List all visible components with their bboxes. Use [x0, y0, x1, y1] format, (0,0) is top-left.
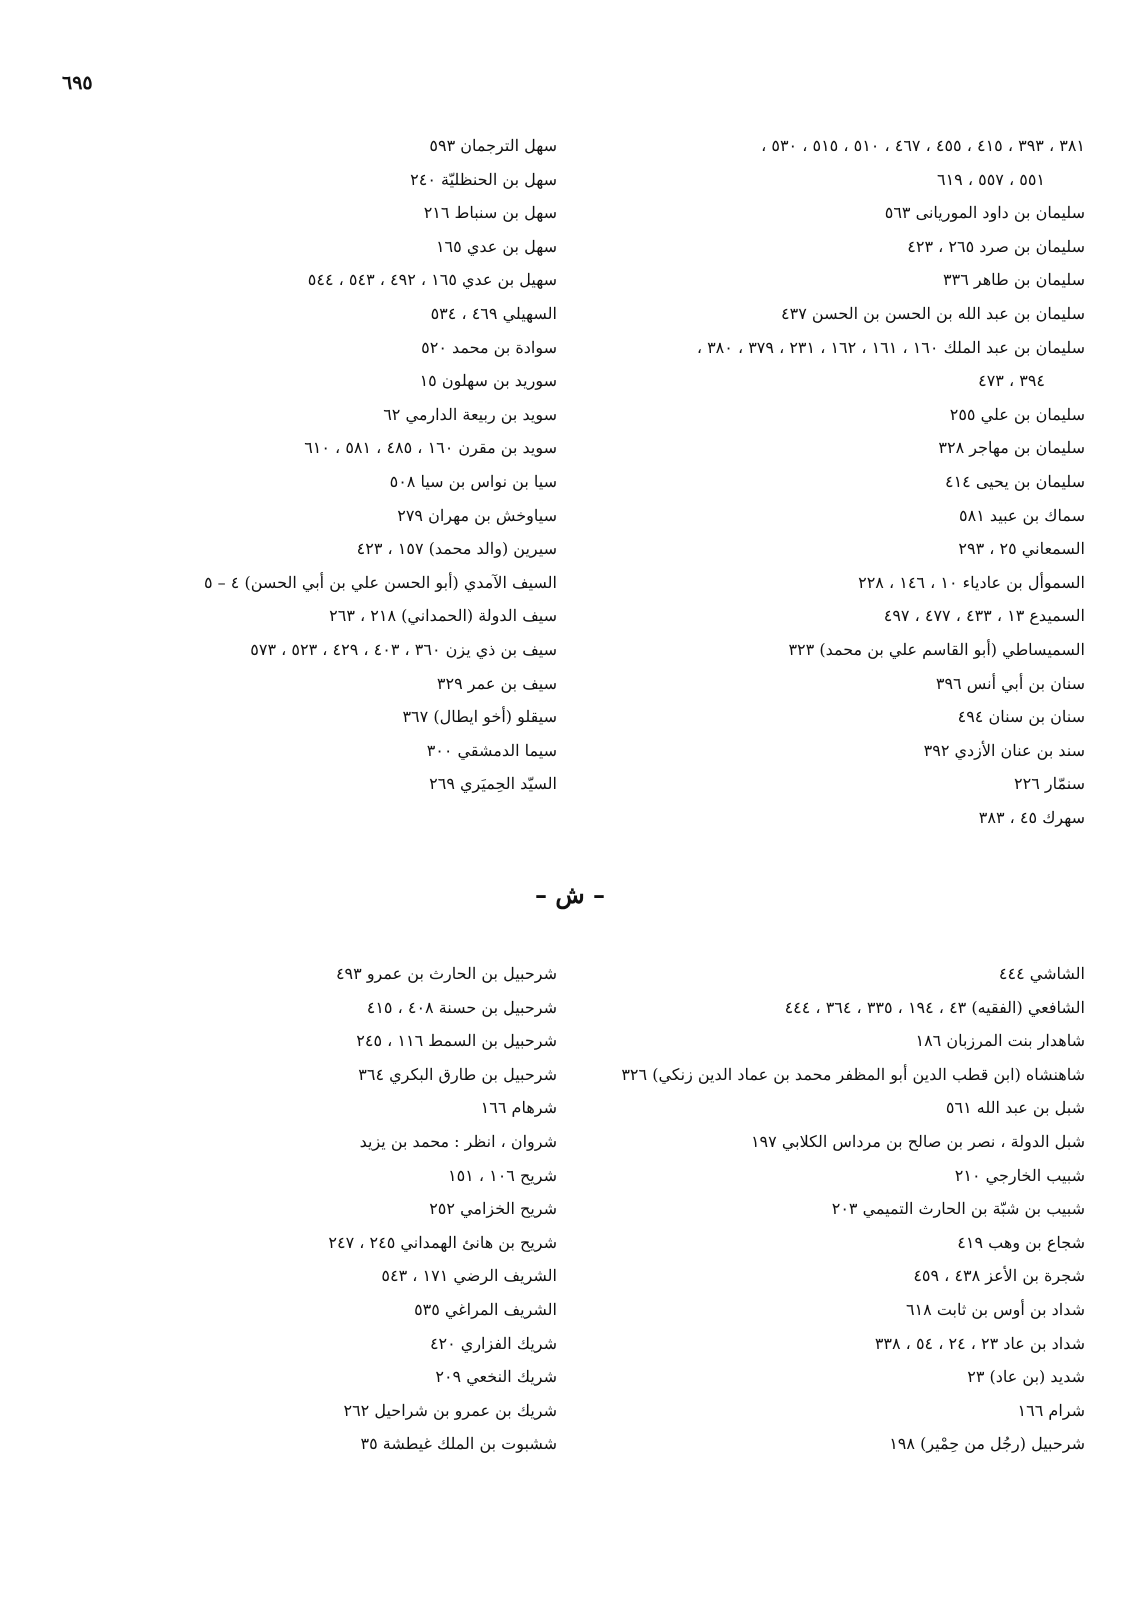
page-number: ٦٩٥ — [62, 72, 93, 94]
index-entry: ٣٨١ ، ٣٩٣ ، ٤١٥ ، ٤٥٥ ، ٤٦٧ ، ٥١٠ ، ٥١٥ ، ٥٣٠ ، — [761, 136, 1085, 155]
index-entry: سيا بن نواس بن سيا ٥٠٨ — [389, 471, 557, 491]
index-entry: الشافعي (الفقيه) ٤٣ ، ١٩٤ ، ٣٣٥ ، ٣٦٤ ، ٤٤٤ — [784, 997, 1085, 1017]
index-entry: سيف الدولة (الحمداني) ٢١٨ ، ٢٦٣ — [329, 606, 557, 626]
index-entry: سيف بن ذي يزن ٣٦٠ ، ٤٠٣ ، ٤٢٩ ، ٥٢٣ ، ٥٧٣ — [250, 639, 557, 659]
index-entry: سليمان بن علي ٢٥٥ — [949, 404, 1085, 424]
index-entry: شجرة بن الأعز ٤٣٨ ، ٤٥٩ — [913, 1266, 1085, 1286]
index-entry: شبل الدولة ، نصر بن صالح بن مرداس الكلابي ١٩٧ — [750, 1131, 1085, 1151]
index-entry: سيرين (والد محمد) ١٥٧ ، ٤٢٣ — [356, 539, 557, 559]
index-entry: شرحبيل بن الحارث بن عمرو ٤٩٣ — [335, 964, 557, 983]
index-entry: السميدع ١٣ ، ٤٣٣ ، ٤٧٧ ، ٤٩٧ — [883, 606, 1085, 626]
index-entry: سليمان بن طاهر ٣٣٦ — [943, 270, 1085, 290]
index-entry: شداد بن أوس بن ثابت ٦١٨ — [905, 1299, 1085, 1319]
index-entry: سوادة بن محمد ٥٢٠ — [421, 337, 557, 357]
index-entry: شرحبيل (رجُل من حِمْير) ١٩٨ — [889, 1434, 1085, 1454]
index-entry: سليمان بن عبد الملك ١٦٠ ، ١٦١ ، ١٦٢ ، ٢٣١ ، ٣٧٩ ، ٣٨٠ ، — [696, 337, 1085, 357]
index-entry: شبل بن عبد الله ٥٦١ — [945, 1098, 1085, 1118]
index-entry: سليمان بن مهاجر ٣٢٨ — [938, 438, 1085, 458]
index-entry: سيف بن عمر ٣٢٩ — [436, 673, 557, 693]
index-entry: سويد بن ربيعة الدارمي ٦٢ — [383, 404, 557, 424]
index-entry: سيما الدمشقي ٣٠٠ — [426, 740, 557, 760]
index-entry: شرحبيل بن حسنة ٤٠٨ ، ٤١٥ — [366, 997, 557, 1017]
index-entry: سليمان بن عبد الله بن الحسن بن الحسن ٤٣٧ — [781, 303, 1085, 323]
index-entry: السيف الآمدي (أبو الحسن علي بن أبي الحسن) ٤ – ٥ — [204, 572, 557, 592]
index-entry: سهرك ٤٥ ، ٣٨٣ — [978, 807, 1085, 827]
index-entry: شبيب بن شبّة بن الحارث التميمي ٢٠٣ — [831, 1199, 1085, 1219]
index-entry: شاهنشاه (ابن قطب الدين أبو المظفر محمد بن عماد الدين زنكي) ٣٢٦ — [621, 1064, 1085, 1084]
index-entry: سنان بن أبي أنس ٣٩٦ — [935, 673, 1085, 693]
index-entry: سوريد بن سهلون ١٥ — [419, 371, 557, 391]
index-entry: شريح بن هانئ الهمداني ٢٤٥ ، ٢٤٧ — [328, 1232, 557, 1252]
index-entry: السميساطي (أبو القاسم علي بن محمد) ٣٢٣ — [788, 639, 1085, 659]
index-column-bottom-left — [57, 957, 557, 1461]
index-entry: شريك النخعي ٢٠٩ — [435, 1367, 557, 1387]
index-entry: السموأل بن عادياء ١٠ ، ١٤٦ ، ٢٢٨ — [858, 572, 1085, 592]
index-entry: سند بن عنان الأزدي ٣٩٢ — [923, 740, 1085, 760]
index-entry: سهل بن الحنظليّة ٢٤٠ — [410, 169, 557, 189]
index-entry: شبيب الخارجي ٢١٠ — [954, 1165, 1085, 1185]
index-entry: الشريف الرضي ١٧١ ، ٥٤٣ — [381, 1266, 557, 1286]
index-entry: سهل بن سنباط ٢١٦ — [423, 203, 557, 223]
index-entry: شروان ، انظر : محمد بن يزيد — [359, 1131, 557, 1151]
index-entry: شرحبيل بن طارق البكري ٣٦٤ — [358, 1064, 557, 1084]
index-entry: سياوخش بن مهران ٢٧٩ — [397, 505, 557, 525]
index-entry: شديد (بن عاد) ٢٣ — [967, 1367, 1085, 1387]
index-entry-continuation: ٣٩٤ ، ٤٧٣ — [978, 371, 1045, 391]
index-entry: سليمان بن داود الموريانى ٥٦٣ — [884, 203, 1085, 223]
index-entry-continuation: ٥٥١ ، ٥٥٧ ، ٦١٩ — [936, 169, 1045, 189]
index-entry: شجاع بن وهب ٤١٩ — [957, 1232, 1085, 1252]
index-entry: السيّد الحِميَري ٢٦٩ — [429, 774, 557, 794]
index-entry: السهيلي ٤٦٩ ، ٥٣٤ — [430, 303, 557, 323]
index-entry: سهل بن عدي ١٦٥ — [435, 236, 557, 256]
index-entry: السمعاني ٢٥ ، ٢٩٣ — [958, 539, 1085, 559]
section-letter-heading: – ش – — [534, 880, 605, 909]
index-column-top-right — [595, 129, 1085, 834]
index-entry: سهيل بن عدي ١٦٥ ، ٤٩٢ ، ٥٤٣ ، ٥٤٤ — [307, 270, 557, 290]
index-entry: شداد بن عاد ٢٣ ، ٢٤ ، ٥٤ ، ٣٣٨ — [874, 1333, 1085, 1353]
index-entry: سهل الترجمان ٥٩٣ — [429, 136, 557, 155]
index-entry: شريح ١٠٦ ، ١٥١ — [447, 1165, 557, 1185]
index-entry: سنان بن سنان ٤٩٤ — [957, 707, 1085, 727]
index-entry: شريك الفزاري ٤٢٠ — [429, 1333, 557, 1353]
index-entry: شرحبيل بن السمط ١١٦ ، ٢٤٥ — [356, 1031, 557, 1051]
index-entry: سنمّار ٢٢٦ — [1014, 774, 1085, 794]
index-entry: سليمان بن يحيى ٤١٤ — [944, 471, 1085, 491]
index-entry: شاهدار بنت المرزبان ١٨٦ — [915, 1031, 1085, 1051]
index-entry: شرام ١٦٦ — [1017, 1400, 1085, 1420]
index-column-top-left — [57, 129, 557, 801]
index-entry: سماك بن عبيد ٥٨١ — [959, 505, 1085, 525]
index-entry: شرهام ١٦٦ — [480, 1098, 557, 1118]
index-entry: الشريف المراغي ٥٣٥ — [414, 1299, 557, 1319]
index-entry: شريح الخزامي ٢٥٢ — [429, 1199, 557, 1219]
index-entry: سيقلو (أخو ايطال) ٣٦٧ — [402, 707, 557, 727]
index-entry: سليمان بن صرد ٢٦٥ ، ٤٢٣ — [907, 236, 1085, 256]
index-entry: شريك بن عمرو بن شراحيل ٢٦٢ — [343, 1400, 557, 1420]
index-entry: ششبوت بن الملك غيطشة ٣٥ — [360, 1434, 557, 1454]
index-entry: سويد بن مقرن ١٦٠ ، ٤٨٥ ، ٥٨١ ، ٦١٠ — [304, 438, 557, 458]
index-column-bottom-right — [585, 957, 1085, 1461]
index-entry: الشاشي ٤٤٤ — [998, 964, 1085, 983]
